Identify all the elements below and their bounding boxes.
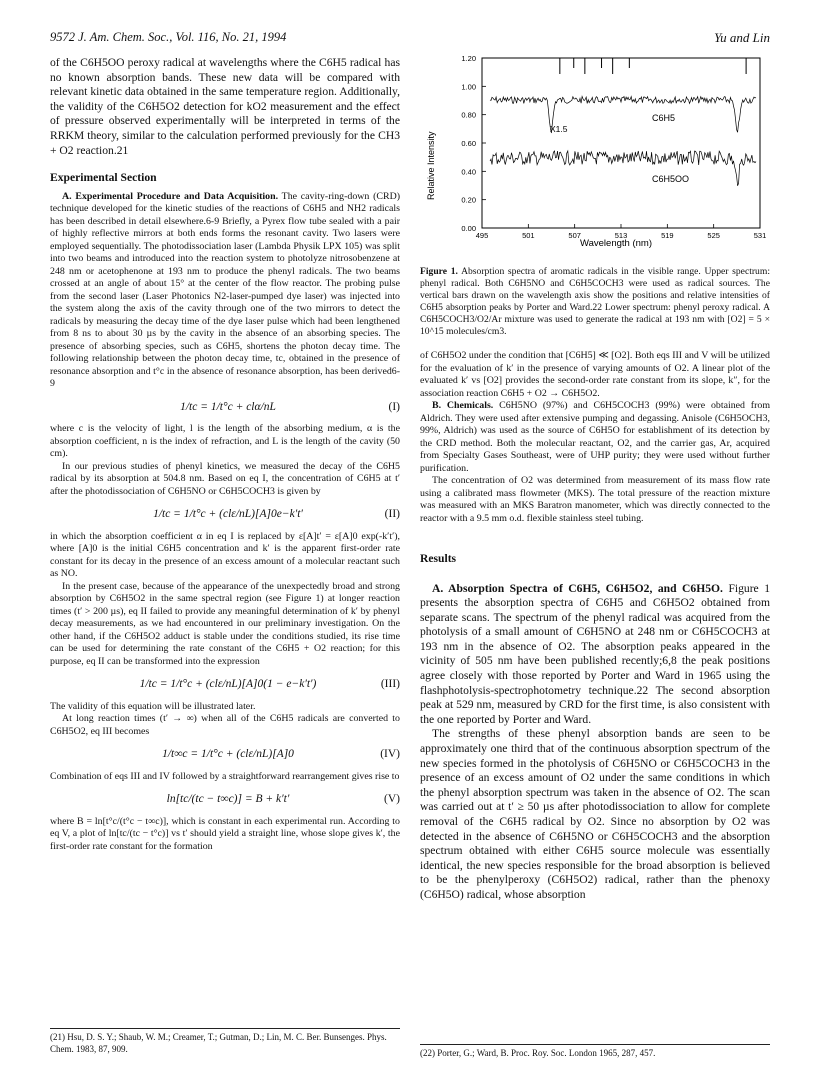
- equation-5: [50, 793, 400, 806]
- figure-1-caption-lead: Figure 1.: [420, 266, 458, 277]
- paragraph-strengths: The strengths of these phenyl absorption bands are seen to be approximately one third that of the continuous absorption spectrum of the new species formed in the photolysis of C6H5NO or C6H5COCH3 in the presence of an excess amount of O2 under the same conditions in which the phenyl absorption spectrum was taken in the absence of O2. The scan was carried out at t′ ≥ 50 µs after photodissociation to allow for complete removal of the C6H5 radical by O2. Since no absorption by O2 was detected in the absence of C6H5NO or C6H5COCH3 and the absorption spectrum obtained with either C6H5 source molecule was essentially identical, the new species responsible for the broad absorption is believed to be the phenylperoxy (C6H5O2) radical, rather than the phenoxy (C6H5O) radical, whose absorption: [420, 727, 770, 901]
- x-tick-label: 525: [707, 231, 720, 240]
- paragraph-chemicals: [420, 400, 770, 475]
- right-column: [420, 350, 770, 903]
- figure-1: [420, 50, 770, 250]
- section-title-experimental: Experimental Section: [50, 171, 157, 185]
- results-body: [420, 582, 770, 903]
- spectrum-plot: [420, 50, 770, 250]
- equation-2: [50, 508, 400, 521]
- paragraph-spectra-body: Figure 1 presents the absorption spectra of C6H5 and C6H5O2 obtained from separate scans. The spectrum of the phenyl radical was acquired from the photolysis of a small amount of C6H5NO at 248 nm or C6H5COCH3 at 193 nm in the absence of O2. The absorption peaks appeared in the vicinity of 505 nm have been published recently;6,8 the peak positions agree closely with those reported by Porter and Ward in 1965 using the flashphotolysis-spectrophotometry technique.22 The second absorption peak at 529 nm, measured by CRD for the first time, is also consistent with the one reported by Porter and Ward.: [420, 581, 770, 726]
- equation-3-number: (III): [380, 678, 400, 691]
- label-upper-spectrum: C6H5: [652, 113, 676, 123]
- paragraph-phenyl: In our previous studies of phenyl kinetics, we measured the decay of the C6H5 radical by its absorption at 504.8 nm. Based on eq I, the concentration of C6H5 at t′ after the photodissociation of C6H5NO or C6H5COCH3 is given by: [50, 460, 400, 497]
- paragraph-after-eq1: where c is the velocity of light, l is the length of the absorbing medium, α is the absorption coefficient, n is the index of refraction, and L is the length of the cavity (50 cm).: [50, 423, 400, 460]
- figure-1-caption: [420, 266, 770, 338]
- plot-border: [482, 58, 760, 228]
- paragraph-after-eq2: in which the absorption coefficient α in eq I is replaced by ε[A]t′ = ε[A]0 exp(-k′t′), where [A]0 is the initial C6H5 concentration and k′ is the apparent first-order rate constant for its decay in the presence of an excess amount of a molecular reactant such as NO.: [50, 530, 400, 580]
- footnote-22: (22) Porter, G.; Ward, B. Proc. Roy. Soc. London 1965, 287, 457.: [420, 1044, 770, 1060]
- paragraph-present-case: In the present case, because of the appearance of the unexpectedly broad and strong absorption by C6H5O2 in the same spectral region (see Figure 1) at longer reaction times (t′ > 200 µs), eq II failed to provide any meaningful determination of k′ by phenyl decay measurements, as we had encountered in our preliminary investigation. On the other hand, if the C6H5O2 adduct is stable under the conditions studied, its rise time can be used for determining the rate constant of the C6H5 + O2 reaction; for this purpose, eq II can be transformed into the expression: [50, 580, 400, 667]
- footnote-21: (21) Hsu, D. S. Y.; Shaub, W. M.; Creamer, T.; Gutman, D.; Lin, M. C. Ber. Bunsenges. Phys. Chem. 1983, 87, 909.: [50, 1028, 400, 1055]
- equation-4-number: (IV): [380, 748, 400, 761]
- equation-4: [50, 748, 400, 761]
- paragraph-spectra: [420, 582, 770, 728]
- running-header-left: 9572 J. Am. Chem. Soc., Vol. 116, No. 21, 1994: [50, 30, 287, 44]
- running-header-right: Yu and Lin: [714, 30, 770, 45]
- paragraph-validity: The validity of this equation will be illustrated later.: [50, 700, 256, 712]
- section-title-results: Results: [420, 552, 457, 565]
- y-tick-label: 1.20: [461, 54, 476, 63]
- figure-1-caption-body: Absorption spectra of aromatic radicals in the visible range. Upper spectrum: phenyl radical. Both C6H5NO and C6H5COCH3 were used as radical sources. The vertical bars drawn on the wavelength axis show the positions and relative intensities of C6H5 absorption peaks by Porter and Ward.22 Lower spectrum: phenyl peroxy radical. A C6H5COCH3/O2/Ar mixture was used to generate the radical at 193 nm with [O2] = 5 × 10^15 molecules/cm3.: [420, 266, 770, 337]
- label-scale-factor: X1.5: [550, 124, 568, 134]
- intro-paragraph: of the C6H5OO peroxy radical at wavelengths where the C6H5 radical has no known absorption bands. These new data will be compared with relevant kinetic data obtained in the same temperature region. Additionally, the validity of the C6H5O2 detection for kO2 measurement and the effect of pressure observed experimentally will be interpreted in terms of the RRKM theory, similar to the calculation performed previously for the CH3 + O2 reaction.21: [50, 56, 400, 157]
- y-tick-label: 0.80: [461, 110, 476, 120]
- y-tick-label: 0.20: [461, 195, 476, 205]
- equation-3: [50, 678, 400, 691]
- equation-2-expression: 1/tc = 1/t°c + (clε/nL)[A]0e−k′t′: [153, 508, 303, 521]
- paragraph-combination: Combination of eqs III and IV followed by a straightforward rearrangement gives rise to: [50, 770, 400, 782]
- equation-3-expression: 1/tc = 1/t°c + (clε/nL)[A]0(1 − e−k′t′): [139, 678, 317, 691]
- equation-1-number: (I): [388, 400, 400, 413]
- y-tick-label: 0.60: [461, 139, 476, 148]
- x-tick-label: 531: [753, 231, 767, 240]
- x-tick-label: 501: [522, 231, 535, 240]
- equation-5-number: (V): [384, 793, 400, 806]
- equation-1: [50, 401, 400, 414]
- paragraph-procedure-lead: A. Experimental Procedure and Data Acquisition.: [62, 190, 279, 202]
- paragraph-procedure-body: The cavity-ring-down (CRD) technique developed for the kinetic studies of the reactions of C6H5 and NH2 radicals has been described in detail elsewhere.6-9 Briefly, a Pyrex flow tube sealed with a pair of highly reflective mirrors at both ends forms the resonant cavity. Two lasers were employed sequentially. The photodissociation laser (Lambda Physik LPX 105) was split into two beams and introduced into the reaction system to photolyze nitrosobenzene at 248 nm or acetophenone at 193 nm to produce the phenyl radicals. The two beams crossed at an angle of about 15° at the center of the flow reactor. The probing pulse from the second laser (Laser Photonics N2-laser-pumped dye laser) was injected into the system along the axis of the cavity through one of the two mirrors to detect the radicals by measuring the decay time of the dye laser pulse which had been lengthened from 8 ns to about 30 µs by the cavity in the absence of an absorbing species. The presence of absorbing species, such as C6H5, shortens the photon decay time. The following relationship between the photon decay time, tc, obtained in the presence of resonance absorption and t°c in the absence of resonance absorption, has been derived6-9: [50, 190, 401, 390]
- plot-ticks: [461, 54, 766, 240]
- x-axis-label: Wavelength (nm): [580, 238, 652, 249]
- plot-traces: [490, 97, 756, 186]
- equation-1-expression: 1/tc = 1/t°c + clα/nL: [180, 400, 276, 413]
- x-tick-label: 513: [614, 231, 628, 240]
- upper-trace: [490, 97, 756, 134]
- equation-4-expression: 1/t∞c = 1/t°c + (clε/nL)[A]0: [162, 748, 294, 761]
- y-axis-label: Relative Intensity: [426, 131, 436, 200]
- paragraph-o2-concentration: The concentration of O2 was determined from measurement of its mass flow rate using a calibrated mass flowmeter (MKS). The total pressure of the reaction mixture was measured with an MKS Baratron manometer, which was directly connected to the reactor with a 9.5 mm o.d. flexible stainless steel tubing.: [420, 475, 770, 524]
- left-column: [50, 56, 400, 853]
- paragraph-long-times: At long reaction times (t′ → ∞) when all of the C6H5 radicals are converted to C6H5O2, eq III becomes: [50, 713, 400, 737]
- paragraph-procedure: [50, 191, 400, 391]
- paragraph-chemicals-body: C6H5NO (97%) and C6H5COCH3 (99%) were obtained from Aldrich. They were used after extensive pumping and degassing. Anisole (C6H5OCH3, 99%, Aldrich) was used as the source of C6H5O for establishment of its detection by the CRD method. Both the molecular reactant, O2, and the carrier gas, Ar, acquired from Specialty Gases Southeast, were of UHP purity; they were used without further purification.: [420, 400, 771, 474]
- y-tick-label: 0.40: [461, 167, 476, 177]
- x-tick-label: 519: [661, 231, 674, 240]
- equation-5-expression: ln[tc/(tc − t∞c)] = B + k′t′: [166, 793, 290, 806]
- y-tick-label: 0.00: [461, 224, 476, 233]
- paragraph-spectra-lead: A. Absorption Spectra of C6H5, C6H5O2, and C6H5O.: [432, 581, 723, 595]
- paragraph-chemicals-lead: B. Chemicals.: [432, 400, 494, 411]
- label-lower-spectrum: C6H5OO: [652, 174, 690, 184]
- plot-frame: [482, 58, 760, 228]
- equation-2-number: (II): [384, 508, 400, 521]
- x-tick-label: 495: [475, 231, 489, 240]
- paragraph-where-b: where B = ln[t°c/(t°c − t∞c)], which is constant in each experimental run. According to eq V, a plot of ln[tc/(tc − t°c)] vs t′ should yield a straight line, whose slope gives k′, the first-order rate constant for the formation: [50, 815, 400, 852]
- y-tick-label: 1.00: [461, 82, 476, 92]
- paragraph-continued: of C6H5O2 under the condition that [C6H5] ≪ [O2]. Both eqs III and V will be utilized for the evaluation of k′ in the presence of varying amounts of O2. A linear plot of the evaluated k′ vs [O2] provides the second-order rate constant from its slope, k″, for the association reaction C6H5 + O2 → C6H5O2.: [420, 350, 770, 399]
- lower-trace: [490, 151, 756, 186]
- x-tick-label: 507: [568, 231, 581, 240]
